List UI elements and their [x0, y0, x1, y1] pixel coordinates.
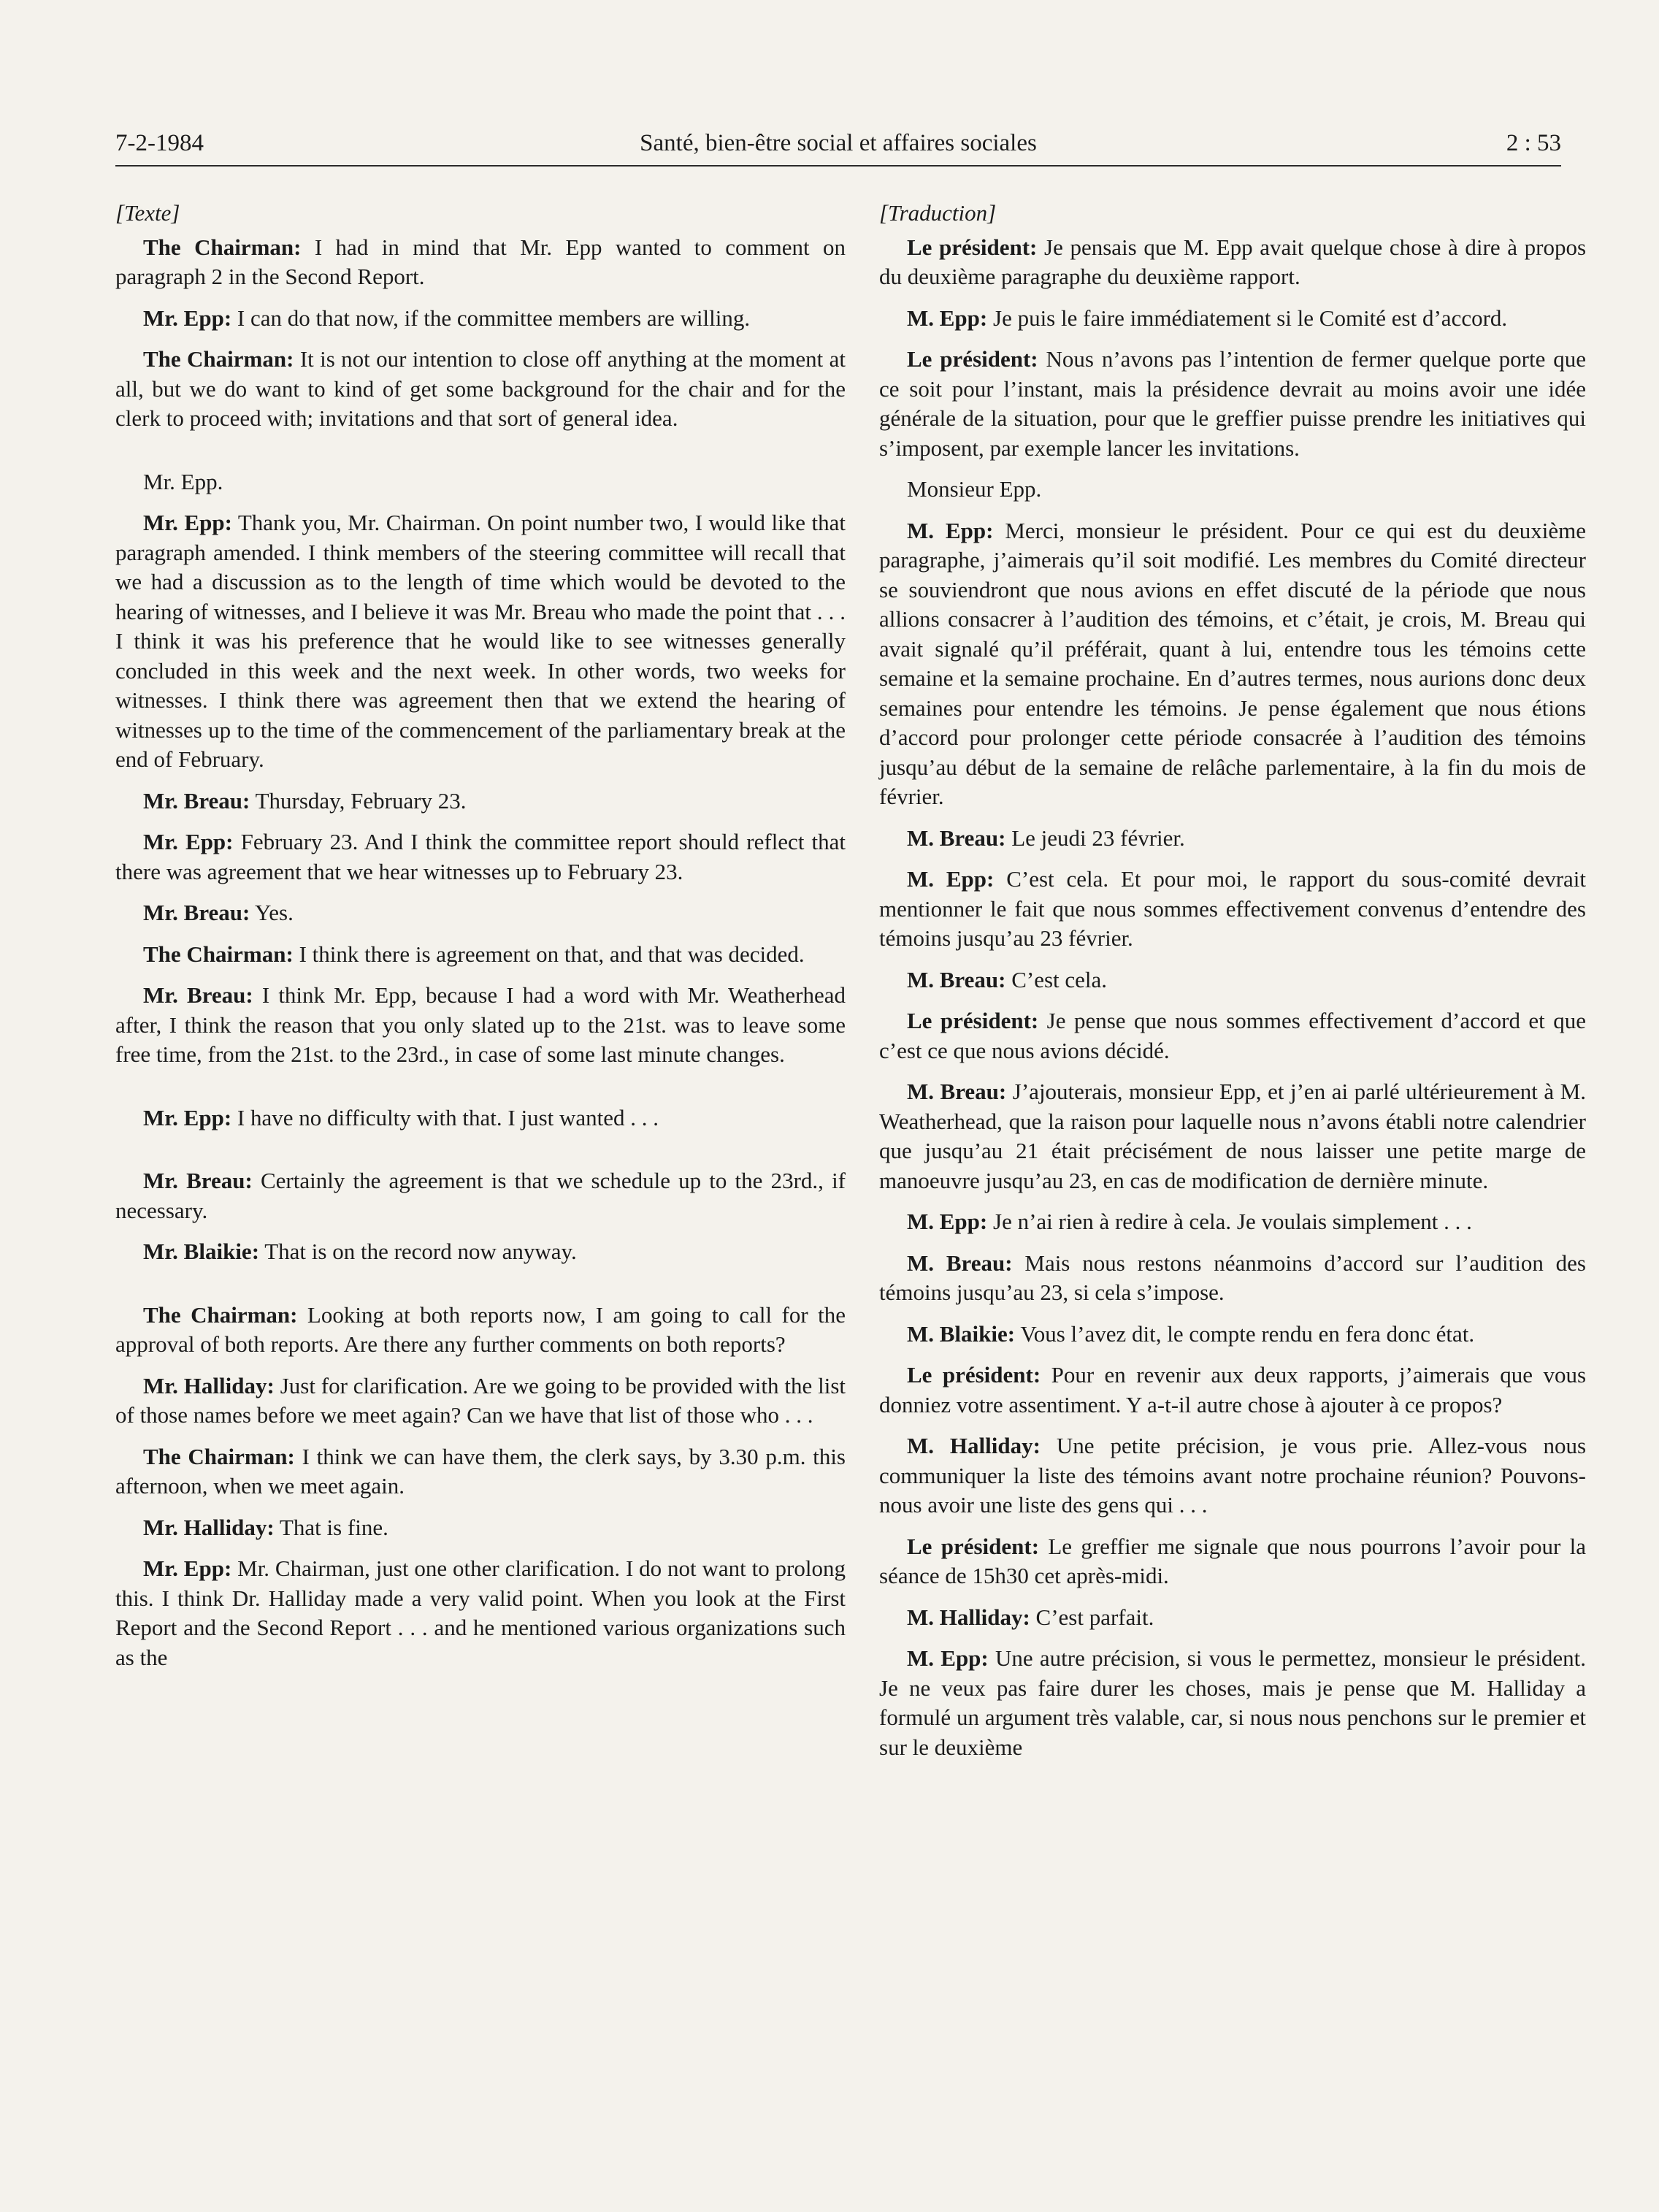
- transcript-paragraph: [115, 1513, 846, 1543]
- transcript-paragraph: [115, 1237, 846, 1267]
- header-date: 7-2-1984: [115, 130, 204, 156]
- spacer: [115, 1144, 846, 1166]
- speech-text: C’est parfait.: [1035, 1604, 1154, 1630]
- speech-text: Je n’ai rien à redire à cela. Je voulais simplement . . .: [993, 1209, 1472, 1234]
- transcript-paragraph: [115, 898, 846, 928]
- transcript-paragraph: [115, 508, 846, 775]
- speech-text: Merci, monsieur le président. Pour ce qui est du deuxième paragraphe, j’aimerais qu’il soit modifié. Les membres du Comité directeur se souviendront que nous avions en effet discuté de la période que nous allions consacrer à l’audition des témoins, et c’était, je crois, M. Breau qui avait signalé qu’il préférait, quant à lui, entendre tous les témoins cette semaine et la semaine prochaine. En d’autres termes, nous aurions donc deux semaines pour entendre les témoins. Je pense également que nous étions d’accord pour prolonger cette période consacrée à l’audition des témoins jusqu’au début de la semaine de relâche parlementaire, à la fin du mois de février.: [879, 517, 1586, 809]
- transcript-paragraph: [115, 940, 846, 970]
- transcript-paragraph: [879, 516, 1586, 812]
- speaker-name: M. Halliday:: [907, 1604, 1030, 1630]
- paragraph-list: [879, 233, 1586, 1763]
- transcript-paragraph: [115, 1103, 846, 1133]
- speaker-name: M. Breau:: [907, 1079, 1007, 1104]
- speech-text: It is not our intention to close off anything at the moment at all, but we do want to kind of get some background for the chair and for the clerk to proceed with; invitations and that sort of general idea.: [115, 346, 846, 431]
- speech-text: I had in mind that Mr. Epp wanted to comment on paragraph 2 in the Second Report.: [115, 234, 846, 289]
- speech-text: I have no difficulty with that. I just wanted . . .: [237, 1104, 659, 1130]
- transcript-paragraph: [879, 1431, 1586, 1520]
- transcript-paragraph: [115, 1442, 846, 1501]
- speech-text: Looking at both reports now, I am going to call for the approval of both reports. Are there any further comments on both reports?: [115, 1301, 846, 1357]
- speech-text: Thursday, February 23.: [255, 787, 467, 814]
- speech-text: That is on the record now anyway.: [264, 1239, 577, 1264]
- transcript-paragraph: [115, 467, 846, 497]
- transcript-paragraph: [879, 233, 1586, 292]
- transcript-paragraph: [115, 304, 846, 334]
- speech-text: Une autre précision, si vous le permettez, monsieur le président. Je ne veux pas faire durer les choses, mais je pense que M. Halliday a formulé un argument très valable, car, si nous nous penchons sur le premier et sur le deuxième: [879, 1645, 1586, 1760]
- speech-text: Je pensais que M. Epp avait quelque chose à dire à propos du deuxième paragraphe du deuxième rapport.: [879, 234, 1587, 289]
- transcript-paragraph: [115, 787, 846, 816]
- speaker-name: Mr. Epp:: [143, 1104, 232, 1130]
- transcript-paragraph: [115, 1371, 846, 1431]
- speech-text: Une petite précision, je vous prie. Allez-vous nous communiquer la liste des témoins avant notre prochaine réunion? Pouvons-nous avoir une liste des gens qui . . .: [879, 1433, 1587, 1518]
- transcript-paragraph: [879, 1361, 1586, 1420]
- speech-text: Le jeudi 23 février.: [1011, 824, 1185, 851]
- transcript-paragraph: [115, 827, 846, 887]
- speaker-name: Mr. Halliday:: [143, 1514, 275, 1540]
- speech-text: February 23. And I think the committee report should reflect that there was agreement that we hear witnesses up to February 23.: [115, 829, 846, 884]
- speech-text: I can do that now, if the committee members are willing.: [237, 305, 751, 331]
- speaker-name: M. Epp:: [907, 1645, 989, 1671]
- running-header: [115, 126, 1561, 167]
- speech-text: Certainly the agreement is that we schedule up to the 23rd., if necessary.: [115, 1168, 846, 1223]
- speaker-name: Mr. Epp:: [143, 305, 232, 331]
- spacer: [115, 1082, 846, 1103]
- speech-text: C’est cela.: [1011, 966, 1108, 992]
- header-page-number: 2 : 53: [1506, 130, 1561, 156]
- speaker-name: Le président:: [907, 1008, 1039, 1033]
- speech-text: Pour en revenir aux deux rapports, j’aimerais que vous donniez votre assentiment. Y a-t-il autre chose à ajouter à ce propos?: [879, 1362, 1587, 1417]
- speaker-name: Mr. Breau:: [143, 1168, 253, 1193]
- speaker-name: M. Breau:: [907, 966, 1006, 992]
- transcript-paragraph: [879, 304, 1586, 334]
- transcript-paragraph: [879, 1320, 1586, 1350]
- speaker-name: M. Breau:: [907, 1249, 1013, 1276]
- transcript-paragraph: [879, 1207, 1586, 1237]
- speaker-name: The Chairman:: [143, 941, 294, 967]
- transcript-paragraph: [115, 1554, 846, 1672]
- speaker-name: The Chairman:: [143, 1301, 298, 1328]
- speaker-name: M. Epp:: [907, 866, 995, 892]
- speech-text: Mr. Epp.: [143, 468, 223, 494]
- speaker-name: Mr. Breau:: [143, 787, 250, 814]
- transcript-paragraph: [879, 475, 1586, 505]
- speaker-name: The Chairman:: [143, 234, 302, 260]
- speaker-name: Mr. Breau:: [143, 982, 253, 1008]
- transcript-paragraph: [879, 965, 1586, 995]
- transcript-paragraph: [879, 865, 1586, 954]
- speech-text: J’ajouterais, monsieur Epp, et j’en ai parlé ultérieurement à M. Weatherhead, que la raison pour laquelle nous n’avons établi notre calendrier que jusqu’au 21 était précisément de nous laisser une petite marge de manoeuvre jusqu’au 23, en cas de modification de dernière minute.: [879, 1079, 1587, 1193]
- speaker-name: Le président:: [907, 234, 1038, 260]
- transcript-paragraph: [879, 1644, 1586, 1762]
- header-rule: [115, 165, 1561, 167]
- speech-text: Monsieur Epp.: [907, 476, 1042, 502]
- transcript-paragraph: [879, 1249, 1586, 1308]
- transcript-paragraph: [879, 1006, 1586, 1065]
- speech-text: Vous l’avez dit, le compte rendu en fera donc état.: [1020, 1320, 1475, 1347]
- speaker-name: Le président:: [907, 1533, 1040, 1559]
- right-column-french: [879, 199, 1586, 1774]
- speech-text: Thank you, Mr. Chairman. On point number two, I would like that paragraph amended. I think members of the steering committee will recall that we had a discussion as to the length of time which would be devoted to the hearing of witnesses, and I believe it was Mr. Breau who made the point that . . . I think it was his preference that he would like to see witnesses generally concluded in this week and the next week. In other words, two weeks for witnesses. I think there was agreement then that we extend the hearing of witnesses up to the time of the commencement of the parliamentary break at the end of February.: [115, 510, 846, 772]
- speaker-name: The Chairman:: [143, 1443, 295, 1469]
- speech-text: Nous n’avons pas l’intention de fermer quelque porte que ce soit pour l’instant, mais la présidence devrait au moins avoir une idée générale de la situation, pour que le greffier puisse prendre les initiatives qui s’imposent, par exemple lancer les invitations.: [879, 346, 1587, 461]
- transcript-paragraph: [115, 233, 846, 292]
- speech-text: Just for clarification. Are we going to be provided with the list of those names before we meet again? Can we have that list of those who . . .: [115, 1372, 846, 1428]
- transcript-paragraph: [115, 1301, 846, 1360]
- spacer: [115, 1279, 846, 1301]
- speech-text: Je pense que nous sommes effectivement d’accord et que c’est ce que nous avions décidé.: [879, 1008, 1587, 1063]
- transcript-paragraph: [879, 824, 1586, 854]
- speaker-name: M. Breau:: [907, 824, 1006, 851]
- speaker-name: Mr. Epp:: [143, 1555, 232, 1581]
- speech-text: Mais nous restons néanmoins d’accord sur l’audition des témoins jusqu’au 23, si cela s’impose.: [879, 1249, 1586, 1305]
- column-marker: [Traduction]: [879, 200, 997, 226]
- transcript-paragraph: [879, 1532, 1586, 1591]
- transcript-paragraph: [879, 1603, 1586, 1633]
- speech-text: That is fine.: [279, 1514, 388, 1540]
- speaker-name: Le président:: [907, 1362, 1041, 1388]
- paragraph-list: [115, 233, 846, 1673]
- speaker-name: Mr. Epp:: [143, 510, 232, 535]
- speech-text: I think Mr. Epp, because I had a word with Mr. Weatherhead after, I think the reason that you only slated up to the 21st. was to leave some free time, from the 21st. to the 23rd., in case of some last minute changes.: [115, 982, 846, 1067]
- speaker-name: M. Halliday:: [907, 1433, 1041, 1458]
- speaker-name: Mr. Blaikie:: [143, 1239, 260, 1264]
- speech-text: Le greffier me signale que nous pourrons l’avoir pour la séance de 15h30 cet après-midi.: [879, 1533, 1587, 1588]
- transcript-paragraph: [879, 345, 1586, 463]
- transcript-paragraph: [879, 1077, 1586, 1195]
- transcript-paragraph: [115, 981, 846, 1070]
- speech-text: I think there is agreement on that, and that was decided.: [299, 941, 805, 967]
- transcript-paragraph: [115, 1166, 846, 1225]
- speaker-name: The Chairman:: [143, 346, 294, 372]
- speech-text: I think we can have them, the clerk says, by 3.30 p.m. this afternoon, when we meet again.: [115, 1443, 846, 1499]
- speaker-name: Mr. Breau:: [143, 900, 250, 925]
- speaker-name: M. Epp:: [907, 1209, 988, 1234]
- speaker-name: Mr. Epp:: [143, 829, 234, 854]
- left-column-english: [115, 199, 846, 1684]
- transcript-paragraph: [115, 345, 846, 434]
- header-title: Santé, bien-être social et affaires sociales: [640, 130, 1037, 156]
- speech-text: Je puis le faire immédiatement si le Comité est d’accord.: [993, 305, 1508, 331]
- speaker-name: M. Epp:: [907, 517, 994, 543]
- speech-text: Mr. Chairman, just one other clarification. I do not want to prolong this. I think Dr. Halliday made a very valid point. When you look at the First Report and the Second Report . . . and he mentioned various organizations such as the: [115, 1555, 846, 1670]
- spacer: [115, 445, 846, 467]
- speaker-name: Le président:: [907, 346, 1038, 372]
- speech-text: Yes.: [254, 900, 294, 925]
- speaker-name: M. Blaikie:: [907, 1320, 1016, 1347]
- speaker-name: M. Epp:: [907, 305, 988, 331]
- column-marker: [Texte]: [115, 200, 180, 226]
- speech-text: C’est cela. Et pour moi, le rapport du sous-comité devrait mentionner le fait que nous sommes effectivement convenus d’entendre des témoins jusqu’au 23 février.: [879, 866, 1587, 951]
- speaker-name: Mr. Halliday:: [143, 1372, 275, 1398]
